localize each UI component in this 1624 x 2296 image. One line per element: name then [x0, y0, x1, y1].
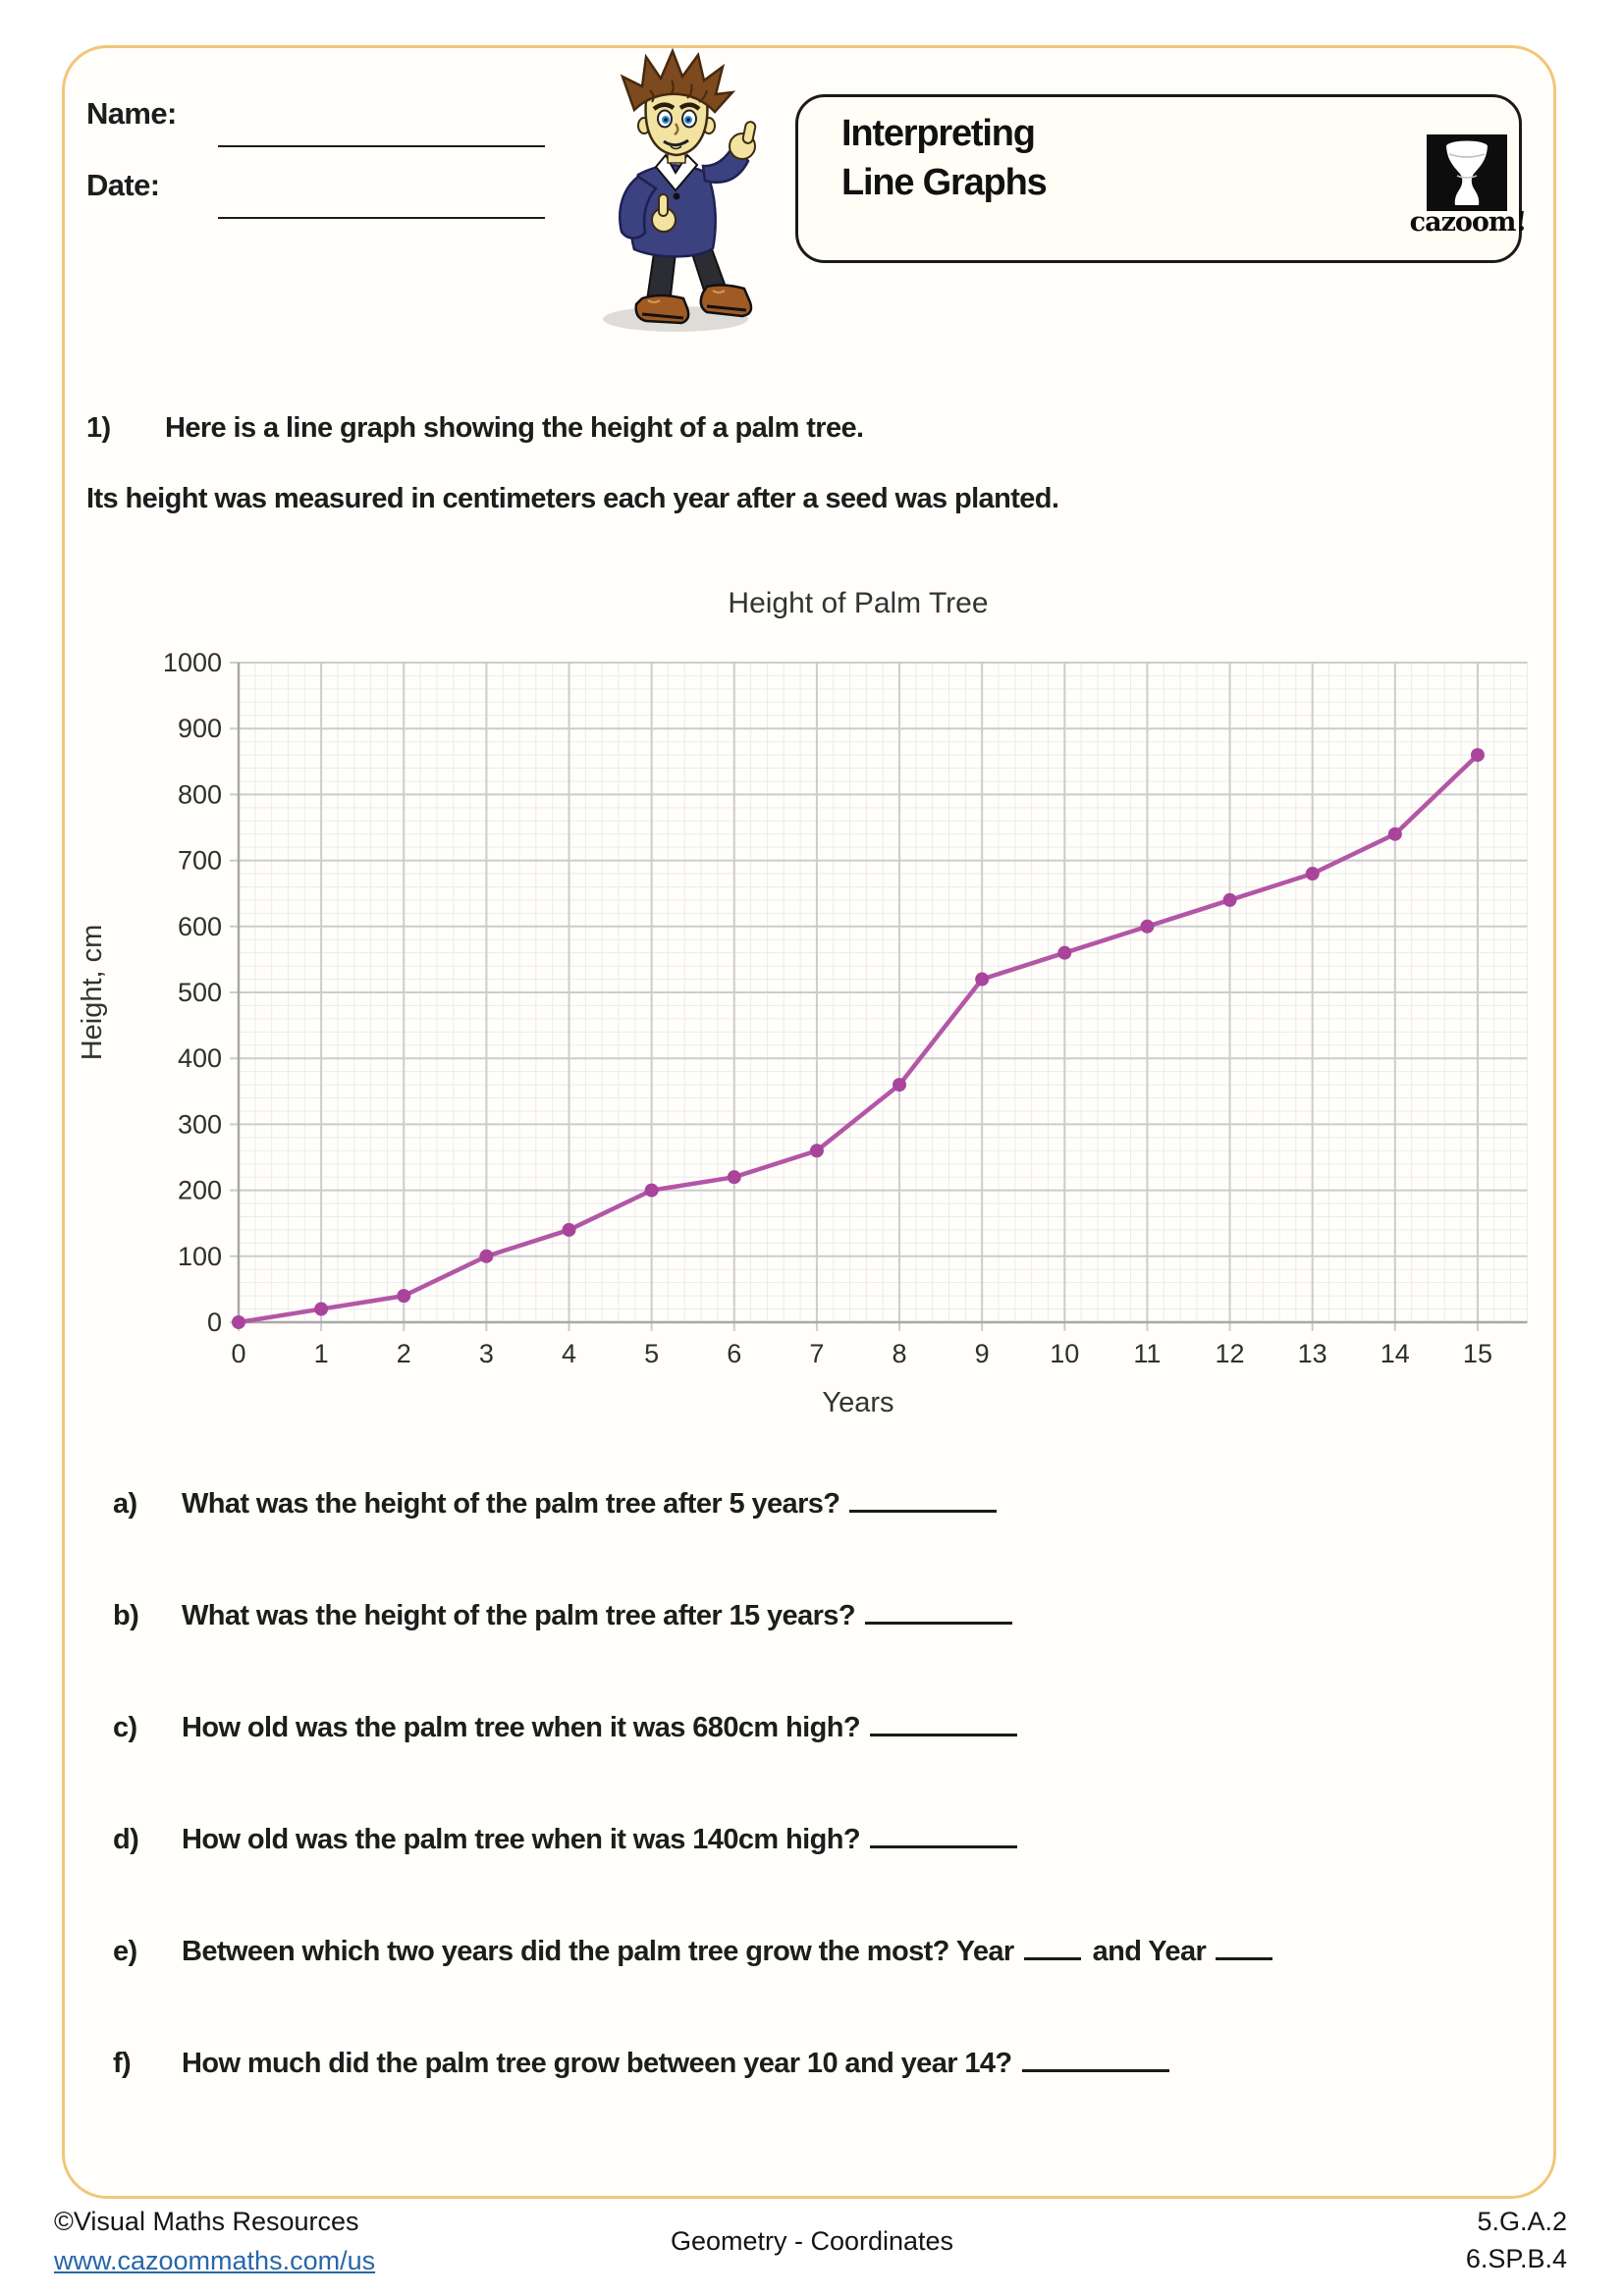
- y-tick-label: 100: [177, 1241, 222, 1271]
- question-text: What was the height of the palm tree after 5 years?: [182, 1488, 840, 1520]
- question-letter: a): [113, 1488, 137, 1520]
- y-tick-label: 200: [177, 1175, 222, 1205]
- question-letter: d): [113, 1824, 139, 1855]
- question-row-a: [113, 1484, 1527, 1525]
- x-tick-label: 13: [1297, 1339, 1327, 1368]
- x-tick-label: 6: [727, 1339, 742, 1368]
- chart-title: Height of Palm Tree: [728, 587, 989, 619]
- answer-blank[interactable]: [865, 1596, 1012, 1625]
- question1-number: 1): [86, 412, 111, 444]
- question-letter: f): [113, 2048, 132, 2079]
- question1-intro-line2: Its height was measured in centimeters each year after a seed was planted.: [86, 483, 1059, 514]
- y-tick-label: 400: [177, 1043, 222, 1074]
- worksheet-title-line1: Interpreting: [841, 113, 1035, 154]
- worksheet-title-box: [795, 94, 1527, 263]
- x-tick-label: 14: [1380, 1339, 1410, 1368]
- question-text: How old was the palm tree when it was 140cm high?: [182, 1824, 860, 1855]
- shoe-right: [701, 285, 751, 316]
- footer-topic: Geometry - Coordinates: [670, 2226, 954, 2256]
- question-text: How old was the palm tree when it was 680cm high?: [182, 1712, 860, 1743]
- x-tick-label: 2: [396, 1339, 411, 1368]
- question-row-c: [113, 1708, 1527, 1749]
- y-tick-label: 700: [177, 845, 222, 876]
- y-tick-label: 600: [177, 911, 222, 941]
- cazoom-logo-text: cazoom!: [1409, 207, 1527, 238]
- y-axis-label: Height, cm: [77, 924, 108, 1061]
- question-text: Between which two years did the palm tree grow the most? Year: [182, 1936, 1014, 1967]
- cazoom-logo: [1427, 134, 1507, 211]
- student-character-illustration: [577, 47, 785, 334]
- y-tick-label: 500: [177, 978, 222, 1007]
- y-tick-label: 0: [206, 1308, 222, 1337]
- answer-blank[interactable]: [1022, 2044, 1169, 2072]
- x-tick-label: 10: [1050, 1339, 1080, 1368]
- question-row-e: [113, 1932, 1527, 1973]
- x-tick-label: 9: [974, 1339, 990, 1368]
- footer-standard-2: 6.SP.B.4: [1465, 2244, 1567, 2273]
- x-tick-label: 7: [809, 1339, 825, 1368]
- worksheet-title-line2: Line Graphs: [841, 162, 1047, 203]
- name-blank-line[interactable]: [218, 145, 545, 147]
- y-tick-label: 300: [177, 1109, 222, 1140]
- question-row-b: [113, 1596, 1527, 1637]
- x-tick-label: 12: [1215, 1339, 1245, 1368]
- y-tick-label: 800: [177, 779, 222, 810]
- footer-standard-1: 5.G.A.2: [1477, 2207, 1567, 2236]
- x-tick-label: 11: [1133, 1339, 1162, 1368]
- question-row-d: [113, 1820, 1527, 1861]
- answer-blank[interactable]: [1024, 1932, 1081, 1960]
- question-row-f: [113, 2044, 1527, 2085]
- question-letter: c): [113, 1712, 137, 1743]
- x-tick-label: 4: [562, 1339, 577, 1368]
- answer-blank[interactable]: [870, 1708, 1017, 1736]
- footer-copyright: ©Visual Maths Resources: [54, 2207, 359, 2236]
- drum-icon: [1427, 134, 1507, 211]
- question1-intro-line1: Here is a line graph showing the height of a palm tree.: [165, 412, 864, 444]
- date-label: Date:: [86, 168, 160, 202]
- answer-blank[interactable]: [870, 1820, 1017, 1848]
- x-tick-label: 3: [478, 1339, 494, 1368]
- question-letter: e): [113, 1936, 137, 1967]
- question-text: What was the height of the palm tree after 15 years?: [182, 1600, 855, 1631]
- x-tick-label: 5: [644, 1339, 660, 1368]
- x-tick-label: 0: [231, 1339, 246, 1368]
- worksheet-border-box: [62, 45, 1556, 2199]
- footer-website-link[interactable]: www.cazoommaths.com/us: [54, 2246, 376, 2275]
- question-letter: b): [113, 1600, 139, 1631]
- x-tick-label: 15: [1462, 1339, 1492, 1368]
- question-text: and Year: [1092, 1936, 1207, 1967]
- x-axis-label: Years: [822, 1387, 894, 1418]
- name-label: Name:: [86, 96, 177, 131]
- answer-blank[interactable]: [849, 1484, 997, 1513]
- y-tick-label: 1000: [162, 648, 222, 677]
- y-tick-label: 900: [177, 714, 222, 744]
- x-tick-label: 1: [313, 1339, 329, 1368]
- answer-blank[interactable]: [1216, 1932, 1272, 1960]
- x-tick-label: 8: [892, 1339, 907, 1368]
- question-text: How much did the palm tree grow between year 10 and year 14?: [182, 2048, 1012, 2079]
- date-blank-line[interactable]: [218, 217, 545, 219]
